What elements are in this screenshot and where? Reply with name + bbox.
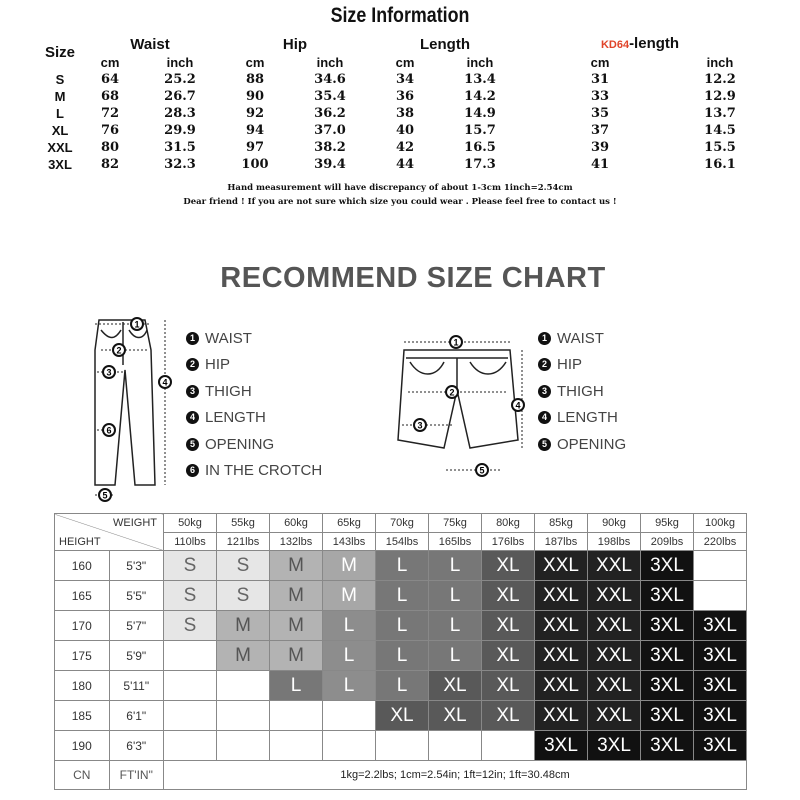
size-row (40, 156, 760, 173)
weight-lbs: 165lbs (429, 533, 482, 551)
kd-prefix: KD64 (600, 38, 630, 51)
size-cell: XL (482, 581, 535, 611)
diagram-marker-label: 4 (515, 400, 521, 411)
size-value: 90 (245, 89, 265, 104)
size-cell: 3XL (641, 671, 694, 701)
size-cell: M (270, 581, 323, 611)
legend-label: WAIST (557, 329, 604, 347)
size-row (40, 122, 760, 139)
weight-kg: 80kg (482, 514, 535, 533)
size-cell (323, 731, 376, 761)
size-value: 36 (395, 89, 415, 104)
legend-label: THIGH (557, 382, 604, 400)
size-value: 31 (590, 72, 610, 87)
height-ft: 6'1" (109, 701, 164, 731)
unit-cm: cm (395, 55, 415, 70)
size-cell (217, 671, 270, 701)
size-cell: XXL (588, 671, 641, 701)
size-cell: XXL (535, 641, 588, 671)
size-cell: L (376, 581, 429, 611)
weight-kg: 90kg (588, 514, 641, 533)
size-value: 40 (395, 123, 415, 138)
size-cell (694, 551, 747, 581)
legend-label: LENGTH (205, 409, 266, 427)
size-cell (217, 701, 270, 731)
size-cell: M (270, 611, 323, 641)
height-row (55, 551, 747, 581)
size-row (40, 71, 760, 88)
legend-item (186, 352, 322, 379)
legend-number: 4 (186, 411, 199, 424)
weight-kg: 85kg (535, 514, 588, 533)
footer-cn: CN (55, 761, 110, 790)
size-value: 14.5 (704, 123, 736, 138)
weight-lbs: 121lbs (217, 533, 270, 551)
size-cell: 3XL (694, 641, 747, 671)
size-cell: L (323, 611, 376, 641)
measurement-note: Hand measurement will have discrepancy of about 1-3cm 1inch=2.54cm (227, 183, 573, 193)
height-ft: 5'7" (109, 611, 164, 641)
size-cell: 3XL (641, 551, 694, 581)
size-value: 15.7 (464, 123, 496, 138)
height-label: HEIGHT (59, 536, 101, 548)
weight-lbs: 198lbs (588, 533, 641, 551)
legend-number: 1 (186, 332, 199, 345)
weight-kg: 55kg (217, 514, 270, 533)
size-cell: XXL (588, 551, 641, 581)
size-cell: L (429, 551, 482, 581)
kd-suffix: -length (629, 34, 680, 52)
size-cell: L (376, 671, 429, 701)
size-cell: M (323, 581, 376, 611)
size-cell: M (217, 611, 270, 641)
size-cell: L (270, 671, 323, 701)
legend-number: 6 (186, 464, 199, 477)
diagram-marker-label: 4 (162, 377, 168, 388)
size-cell: L (376, 611, 429, 641)
size-cell (376, 731, 429, 761)
size-value: 82 (100, 157, 120, 172)
size-value: 37.0 (314, 123, 346, 138)
size-label: Size (44, 44, 75, 61)
size-cell: 3XL (535, 731, 588, 761)
size-cell: XXL (535, 701, 588, 731)
height-ft: 5'9" (109, 641, 164, 671)
size-cell: XL (429, 701, 482, 731)
shorts-diagram (390, 330, 530, 480)
size-group-header (40, 34, 760, 54)
diagram-marker-label: 3 (106, 367, 112, 378)
weight-kg: 70kg (376, 514, 429, 533)
size-cell (164, 701, 217, 731)
size-value: 41 (590, 157, 610, 172)
diagram-marker-label: 3 (417, 420, 423, 431)
size-value: 13.4 (464, 72, 496, 87)
size-cell: XXL (535, 671, 588, 701)
size-cell: XXL (588, 701, 641, 731)
size-cell: XL (482, 641, 535, 671)
size-value: 34 (395, 72, 415, 87)
size-cell: L (429, 581, 482, 611)
size-cell: 3XL (694, 701, 747, 731)
footer-ft: FT'IN" (109, 761, 164, 790)
weight-lbs: 132lbs (270, 533, 323, 551)
size-value: 12.2 (704, 72, 736, 87)
size-value: 33 (590, 89, 610, 104)
height-cm: 175 (55, 641, 110, 671)
size-cell: M (270, 551, 323, 581)
legend-number: 4 (538, 411, 551, 424)
size-value: 88 (245, 72, 265, 87)
size-value: 31.5 (164, 140, 196, 155)
size-value: 39 (590, 140, 610, 155)
size-value: 94 (245, 123, 265, 138)
height-cm: 165 (55, 581, 110, 611)
conversion-note: 1kg=2.2lbs; 1cm=2.54in; 1ft=12in; 1ft=30.48cm (164, 761, 747, 790)
size-value: 15.5 (704, 140, 736, 155)
legend-item (186, 431, 322, 458)
weight-kg: 100kg (694, 514, 747, 533)
size-value: 32.3 (164, 157, 196, 172)
unit-cm: cm (245, 55, 265, 70)
size-name: 3XL (48, 157, 72, 172)
diagram-marker-label: 6 (106, 425, 112, 436)
legend-item (538, 378, 626, 405)
size-cell: XL (482, 611, 535, 641)
group-header-hip: Hip (282, 35, 308, 53)
legend-number: 3 (538, 385, 551, 398)
size-cell: XL (429, 671, 482, 701)
height-row (55, 611, 747, 641)
legend-number: 3 (186, 385, 199, 398)
height-cm: 185 (55, 701, 110, 731)
size-cell (164, 731, 217, 761)
legend-number: 1 (538, 332, 551, 345)
size-value: 16.1 (704, 157, 736, 172)
size-value: 80 (100, 140, 120, 155)
weight-lbs: 220lbs (694, 533, 747, 551)
size-cell: 3XL (641, 731, 694, 761)
weight-kg: 65kg (323, 514, 376, 533)
weight-kg: 75kg (429, 514, 482, 533)
size-cell: L (323, 671, 376, 701)
legend-label: LENGTH (557, 409, 618, 427)
size-cell: S (164, 551, 217, 581)
legend-label: OPENING (205, 435, 275, 453)
size-cell: L (323, 641, 376, 671)
weight-kg: 60kg (270, 514, 323, 533)
size-name: L (56, 106, 64, 121)
height-row (55, 641, 747, 671)
unit-cm: cm (100, 55, 120, 70)
size-cell (482, 731, 535, 761)
size-recommend-chart (54, 513, 747, 790)
size-value: 13.7 (704, 106, 736, 121)
unit-cm: cm (590, 55, 610, 70)
size-cell (429, 731, 482, 761)
size-value: 72 (100, 106, 120, 121)
size-cell: L (376, 641, 429, 671)
group-header-length: Length (420, 35, 470, 53)
size-cell: XXL (535, 551, 588, 581)
size-name: XL (51, 123, 69, 138)
size-cell: XXL (588, 611, 641, 641)
size-cell (323, 701, 376, 731)
diagram-marker-label: 1 (134, 319, 140, 330)
recommend-title: RECOMMEND SIZE CHART (220, 262, 606, 294)
size-info-title: Size Information (330, 4, 470, 27)
size-info-table (40, 34, 760, 173)
size-cell: 3XL (641, 581, 694, 611)
weight-label: WEIGHT (113, 517, 157, 529)
size-cell: XXL (588, 641, 641, 671)
legend-number: 2 (186, 358, 199, 371)
legend-item (538, 325, 626, 352)
chart-footer (55, 761, 747, 790)
weight-kg: 50kg (164, 514, 217, 533)
units-row (40, 54, 760, 71)
size-value: 29.9 (164, 123, 196, 138)
diagram-marker-label: 5 (102, 490, 108, 501)
size-cell: S (164, 611, 217, 641)
height-ft: 6'3" (109, 731, 164, 761)
legend-item (186, 405, 322, 432)
legend-label: HIP (205, 356, 231, 374)
size-cell: L (429, 611, 482, 641)
size-value: 17.3 (464, 157, 496, 172)
size-cell: M (323, 551, 376, 581)
size-value: 92 (245, 106, 265, 121)
height-row (55, 581, 747, 611)
height-ft: 5'3" (109, 551, 164, 581)
size-name: M (54, 89, 66, 104)
weight-lbs: 176lbs (482, 533, 535, 551)
contact-note: Dear friend ! If you are not sure which size you could wear . Please feel free to contact us ! (183, 197, 617, 207)
size-cell: XXL (535, 581, 588, 611)
size-row (40, 88, 760, 105)
legend-item (186, 325, 322, 352)
size-row (40, 105, 760, 122)
size-row (40, 139, 760, 156)
unit-inch: inch (466, 55, 494, 70)
size-cell: S (217, 551, 270, 581)
size-value: 16.5 (464, 140, 496, 155)
size-cell (217, 731, 270, 761)
size-cell: S (164, 581, 217, 611)
size-cell: L (429, 641, 482, 671)
height-cm: 160 (55, 551, 110, 581)
legend-item (538, 352, 626, 379)
size-cell: 3XL (694, 611, 747, 641)
size-cell: XL (482, 671, 535, 701)
pants-diagram (85, 310, 180, 510)
size-name: S (55, 72, 65, 87)
size-cell: 3XL (588, 731, 641, 761)
size-cell: XL (376, 701, 429, 731)
size-value: 44 (395, 157, 415, 172)
size-value: 34.6 (314, 72, 346, 87)
unit-inch: inch (706, 55, 734, 70)
size-value: 76 (100, 123, 120, 138)
legend-item (538, 405, 626, 432)
size-value: 100 (241, 157, 269, 172)
weight-lbs: 110lbs (164, 533, 217, 551)
size-value: 39.4 (314, 157, 346, 172)
legend-label: WAIST (205, 329, 252, 347)
shorts-legend (538, 325, 626, 458)
size-cell: XL (482, 551, 535, 581)
size-value: 68 (100, 89, 120, 104)
size-value: 64 (100, 72, 120, 87)
size-value: 38 (395, 106, 415, 121)
weight-kg-row (55, 514, 747, 533)
legend-item (186, 458, 322, 485)
weight-lbs: 143lbs (323, 533, 376, 551)
size-value: 35.4 (314, 89, 346, 104)
size-value: 26.7 (164, 89, 196, 104)
legend-label: HIP (557, 356, 583, 374)
size-cell: S (217, 581, 270, 611)
legend-item (538, 431, 626, 458)
size-cell (164, 671, 217, 701)
unit-inch: inch (166, 55, 194, 70)
size-value: 12.9 (704, 89, 736, 104)
size-cell: 3XL (641, 701, 694, 731)
size-value: 14.9 (464, 106, 496, 121)
size-value: 25.2 (164, 72, 196, 87)
size-cell (270, 701, 323, 731)
size-value: 38.2 (314, 140, 346, 155)
group-header-waist: Waist (130, 35, 170, 53)
legend-label: OPENING (557, 435, 627, 453)
size-cell (694, 581, 747, 611)
diagram-marker-label: 2 (116, 345, 122, 356)
size-value: 36.2 (314, 106, 346, 121)
size-value: 28.3 (164, 106, 196, 121)
size-cell: M (270, 641, 323, 671)
size-name: XXL (47, 140, 73, 155)
legend-label: THIGH (205, 382, 252, 400)
size-cell: 3XL (694, 671, 747, 701)
size-value: 14.2 (464, 89, 496, 104)
legend-label: IN THE CROTCH (205, 462, 323, 480)
legend-item (186, 378, 322, 405)
header-corner (55, 514, 164, 551)
height-cm: 190 (55, 731, 110, 761)
size-cell: 3XL (641, 611, 694, 641)
weight-lbs: 209lbs (641, 533, 694, 551)
height-row (55, 701, 747, 731)
diagram-marker-label: 2 (449, 387, 455, 398)
height-cm: 180 (55, 671, 110, 701)
size-cell (164, 641, 217, 671)
size-value: 35 (590, 106, 610, 121)
legend-number: 2 (538, 358, 551, 371)
pants-legend (186, 325, 322, 484)
size-cell: 3XL (694, 731, 747, 761)
weight-lbs: 154lbs (376, 533, 429, 551)
size-cell: XXL (535, 611, 588, 641)
size-cell (270, 731, 323, 761)
height-ft: 5'11" (109, 671, 164, 701)
weight-kg: 95kg (641, 514, 694, 533)
group-header-kd-length (520, 34, 760, 54)
height-row (55, 731, 747, 761)
diagram-marker-label: 5 (479, 465, 485, 476)
height-cm: 170 (55, 611, 110, 641)
legend-number: 5 (538, 438, 551, 451)
size-value: 97 (245, 140, 265, 155)
height-row (55, 671, 747, 701)
unit-inch: inch (316, 55, 344, 70)
size-cell: XXL (588, 581, 641, 611)
diagram-marker-label: 1 (453, 337, 459, 348)
height-ft: 5'5" (109, 581, 164, 611)
size-cell: L (376, 551, 429, 581)
size-cell: M (217, 641, 270, 671)
size-cell: 3XL (641, 641, 694, 671)
size-value: 42 (395, 140, 415, 155)
legend-number: 5 (186, 438, 199, 451)
size-cell: XL (482, 701, 535, 731)
weight-lbs: 187lbs (535, 533, 588, 551)
size-value: 37 (590, 123, 610, 138)
